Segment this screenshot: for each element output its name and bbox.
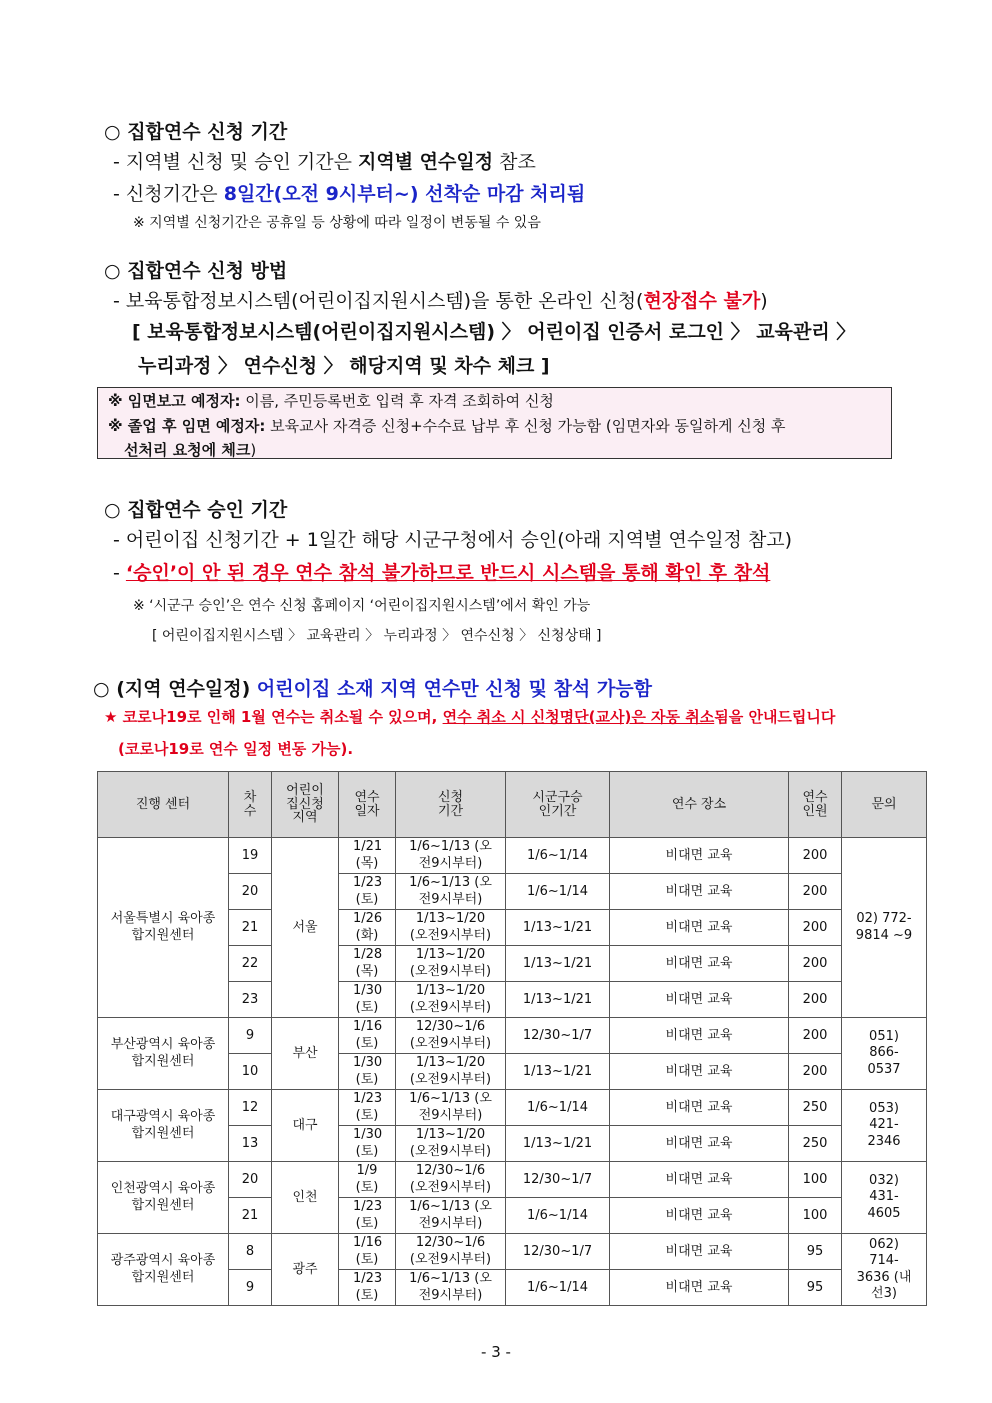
notice-line1-label: ※ 임면보고 예정자:: [108, 392, 241, 410]
section2-heading: ○ 집합연수 신청 방법: [104, 260, 288, 282]
section4-heading-highlight: 어린이집 소재 지역 연수만 신청 및 참석 가능함: [256, 678, 652, 700]
approve-cell: 1/13~1/21: [506, 1054, 610, 1090]
round-cell: 10: [229, 1054, 272, 1090]
place-cell: 비대면 교육: [610, 1054, 789, 1090]
date-cell: 1/28 (목): [339, 946, 396, 982]
place-cell: 비대면 교육: [610, 1270, 789, 1306]
notice-line3-label: 선처리 요청에 체크: [124, 441, 251, 459]
place-cell: 비대면 교육: [610, 1018, 789, 1054]
section3-line2: [113, 558, 770, 585]
header-approve: 시군구승인기간: [506, 772, 610, 838]
covid-alert-post: 됨을 안내드립니다: [714, 708, 836, 726]
count-cell: 100: [789, 1162, 842, 1198]
place-cell: 비대면 교육: [610, 982, 789, 1018]
section2-line1-red: 현장접수 불가: [643, 290, 761, 312]
region-cell: 부산: [272, 1018, 339, 1090]
apply-cell: 12/30~1/6 (오전9시부터): [396, 1234, 506, 1270]
approve-cell: 1/6~1/14: [506, 1090, 610, 1126]
table-row: [98, 1234, 927, 1270]
round-cell: 21: [229, 1198, 272, 1234]
round-cell: 8: [229, 1234, 272, 1270]
section1-note: ※ 지역별 신청기간은 공휴일 등 상황에 따라 일정이 변동될 수 있음: [133, 215, 541, 231]
approve-cell: 1/6~1/14: [506, 874, 610, 910]
date-cell: 1/23 (토): [339, 874, 396, 910]
apply-cell: 1/6~1/13 (오전9시부터): [396, 1198, 506, 1234]
section3-line1: - 어린이집 신청기간 + 1일간 해당 시군구청에서 승인(아래 지역별 연수일정 참고): [113, 529, 793, 551]
header-region: 어린이집신청지역: [272, 772, 339, 838]
round-cell: 9: [229, 1270, 272, 1306]
notice-line3-text: ): [250, 441, 257, 459]
section4-heading: [93, 674, 652, 701]
count-cell: 200: [789, 1054, 842, 1090]
approve-cell: 12/30~1/7: [506, 1234, 610, 1270]
count-cell: 200: [789, 874, 842, 910]
table-row: [98, 1018, 927, 1054]
section1-line2-highlight: 8일간(오전 9시부터~) 선착순 마감 처리됨: [223, 183, 586, 205]
section1-line1-post: 참조: [493, 151, 536, 173]
approve-cell: 1/13~1/21: [506, 1126, 610, 1162]
region-cell: 대구: [272, 1090, 339, 1162]
schedule-body: [98, 838, 927, 1306]
round-cell: 21: [229, 910, 272, 946]
section2-path1: [ 보육통합정보시스템(어린이집지원시스템) 〉 어린이집 인증서 로그인 〉 교육관리 〉: [132, 321, 856, 343]
place-cell: 비대면 교육: [610, 946, 789, 982]
covid-alert-underlined: 연수 취소 시 신청명단(교사)은 자동 취소: [442, 708, 715, 726]
apply-cell: 1/13~1/20 (오전9시부터): [396, 910, 506, 946]
date-cell: 1/23 (토): [339, 1198, 396, 1234]
section1-line1: [113, 147, 536, 174]
date-cell: 1/30 (토): [339, 982, 396, 1018]
section3-line2-warning: ‘승인’이 안 된 경우 연수 참석 불가하므로 반드시 시스템을 통해 확인 후 참석: [125, 562, 771, 584]
count-cell: 200: [789, 1018, 842, 1054]
table-row: [98, 838, 927, 874]
covid-alert-2: (코로나19로 연수 일정 변동 가능).: [118, 740, 354, 758]
approve-cell: 1/13~1/21: [506, 946, 610, 982]
place-cell: 비대면 교육: [610, 1162, 789, 1198]
contact-cell: 051) 866-0537: [842, 1018, 927, 1090]
covid-alert-text: ★ 코로나19로 인해 1월 연수는 취소될 수 있으며,: [104, 708, 443, 726]
approve-cell: 1/13~1/21: [506, 982, 610, 1018]
section2-line1-post: ): [760, 290, 768, 312]
section2-line1-text: - 보육통합정보시스템(어린이집지원시스템)을 통한 온라인 신청(: [113, 290, 644, 312]
place-cell: 비대면 교육: [610, 1126, 789, 1162]
count-cell: 250: [789, 1090, 842, 1126]
round-cell: 20: [229, 874, 272, 910]
center-cell: 서울특별시 육아종합지원센터: [98, 838, 229, 1018]
section4-heading-label: ○ (지역 연수일정): [93, 678, 257, 700]
notice-line1-text: 이름, 주민등록번호 입력 후 자격 조회하여 신청: [240, 392, 554, 410]
section3-note: ※ ‘시군구 승인’은 연수 신청 홈페이지 ‘어린이집지원시스템’에서 확인 가능: [133, 598, 591, 614]
notice-line2-text: 보육교사 자격증 신청+수수료 납부 후 신청 가능함 (임면자와 동일하게 신청 후: [265, 417, 786, 435]
approve-cell: 12/30~1/7: [506, 1162, 610, 1198]
header-contact: 문의: [842, 772, 927, 838]
apply-cell: 1/13~1/20 (오전9시부터): [396, 946, 506, 982]
center-cell: 대구광역시 육아종합지원센터: [98, 1090, 229, 1162]
round-cell: 12: [229, 1090, 272, 1126]
count-cell: 95: [789, 1234, 842, 1270]
place-cell: 비대면 교육: [610, 910, 789, 946]
header-round: 차수: [229, 772, 272, 838]
round-cell: 22: [229, 946, 272, 982]
date-cell: 1/30 (토): [339, 1126, 396, 1162]
section3-path: [ 어린이집지원시스템 〉 교육관리 〉 누리과정 〉 연수신청 〉 신청상태 ]: [152, 628, 602, 644]
round-cell: 9: [229, 1018, 272, 1054]
header-date: 연수일자: [339, 772, 396, 838]
round-cell: 20: [229, 1162, 272, 1198]
header-center: 진행 센터: [98, 772, 229, 838]
header-place: 연수 장소: [610, 772, 789, 838]
date-cell: 1/30 (토): [339, 1054, 396, 1090]
round-cell: 13: [229, 1126, 272, 1162]
round-cell: 19: [229, 838, 272, 874]
place-cell: 비대면 교육: [610, 1234, 789, 1270]
center-cell: 부산광역시 육아종합지원센터: [98, 1018, 229, 1090]
page-number: - 3 -: [481, 1343, 511, 1361]
apply-cell: 12/30~1/6 (오전9시부터): [396, 1162, 506, 1198]
date-cell: 1/23 (토): [339, 1270, 396, 1306]
round-cell: 23: [229, 982, 272, 1018]
approve-cell: 1/6~1/14: [506, 838, 610, 874]
count-cell: 200: [789, 838, 842, 874]
header-apply: 신청기간: [396, 772, 506, 838]
date-cell: 1/21 (목): [339, 838, 396, 874]
apply-cell: 12/30~1/6 (오전9시부터): [396, 1018, 506, 1054]
apply-cell: 1/6~1/13 (오전9시부터): [396, 1090, 506, 1126]
place-cell: 비대면 교육: [610, 838, 789, 874]
approve-cell: 1/13~1/21: [506, 910, 610, 946]
date-cell: 1/16 (토): [339, 1234, 396, 1270]
section1-line1-text: - 지역별 신청 및 승인 기간은: [113, 151, 358, 173]
apply-cell: 1/6~1/13 (오전9시부터): [396, 838, 506, 874]
place-cell: 비대면 교육: [610, 1198, 789, 1234]
approve-cell: 1/6~1/14: [506, 1270, 610, 1306]
contact-cell: 032) 431-4605: [842, 1162, 927, 1234]
center-cell: 인천광역시 육아종합지원센터: [98, 1162, 229, 1234]
contact-cell: 062) 714-3636 (내선3): [842, 1234, 927, 1306]
contact-cell: 02) 772-9814 ~9: [842, 838, 927, 1018]
count-cell: 100: [789, 1198, 842, 1234]
center-cell: 광주광역시 육아종합지원센터: [98, 1234, 229, 1306]
count-cell: 250: [789, 1126, 842, 1162]
apply-cell: 1/13~1/20 (오전9시부터): [396, 982, 506, 1018]
notice-box: [97, 387, 892, 459]
apply-cell: 1/13~1/20 (오전9시부터): [396, 1126, 506, 1162]
notice-line2: [108, 415, 785, 436]
date-cell: 1/9 (토): [339, 1162, 396, 1198]
region-cell: 광주: [272, 1234, 339, 1306]
table-row: [98, 1090, 927, 1126]
apply-cell: 1/13~1/20 (오전9시부터): [396, 1054, 506, 1090]
count-cell: 200: [789, 982, 842, 1018]
count-cell: 95: [789, 1270, 842, 1306]
section1-line2-text: - 신청기간은: [113, 183, 224, 205]
approve-cell: 12/30~1/7: [506, 1018, 610, 1054]
section1-heading: ○ 집합연수 신청 기간: [104, 121, 288, 143]
place-cell: 비대면 교육: [610, 874, 789, 910]
section2-line1: [113, 286, 768, 313]
schedule-table: [97, 771, 927, 1306]
section3-line2-dash: -: [113, 562, 126, 584]
table-row: [98, 1162, 927, 1198]
notice-line3: [124, 439, 256, 460]
region-cell: 인천: [272, 1162, 339, 1234]
section2-path2: 누리과정 〉 연수신청 〉 해당지역 및 차수 체크 ]: [138, 355, 550, 377]
section3-heading: ○ 집합연수 승인 기간: [104, 499, 288, 521]
notice-line2-label: ※ 졸업 후 임면 예정자:: [108, 417, 266, 435]
date-cell: 1/23 (토): [339, 1090, 396, 1126]
section1-line1-bold: 지역별 연수일정: [358, 151, 494, 173]
apply-cell: 1/6~1/13 (오전9시부터): [396, 874, 506, 910]
contact-cell: 053) 421-2346: [842, 1090, 927, 1162]
header-count: 연수인원: [789, 772, 842, 838]
date-cell: 1/26 (화): [339, 910, 396, 946]
region-cell: 서울: [272, 838, 339, 1018]
notice-line1: [108, 390, 554, 411]
apply-cell: 1/6~1/13 (오전9시부터): [396, 1270, 506, 1306]
table-header-row: [98, 772, 927, 838]
date-cell: 1/16 (토): [339, 1018, 396, 1054]
place-cell: 비대면 교육: [610, 1090, 789, 1126]
approve-cell: 1/6~1/14: [506, 1198, 610, 1234]
count-cell: 200: [789, 946, 842, 982]
count-cell: 200: [789, 910, 842, 946]
covid-alert: [104, 706, 835, 727]
section1-line2: [113, 179, 585, 206]
